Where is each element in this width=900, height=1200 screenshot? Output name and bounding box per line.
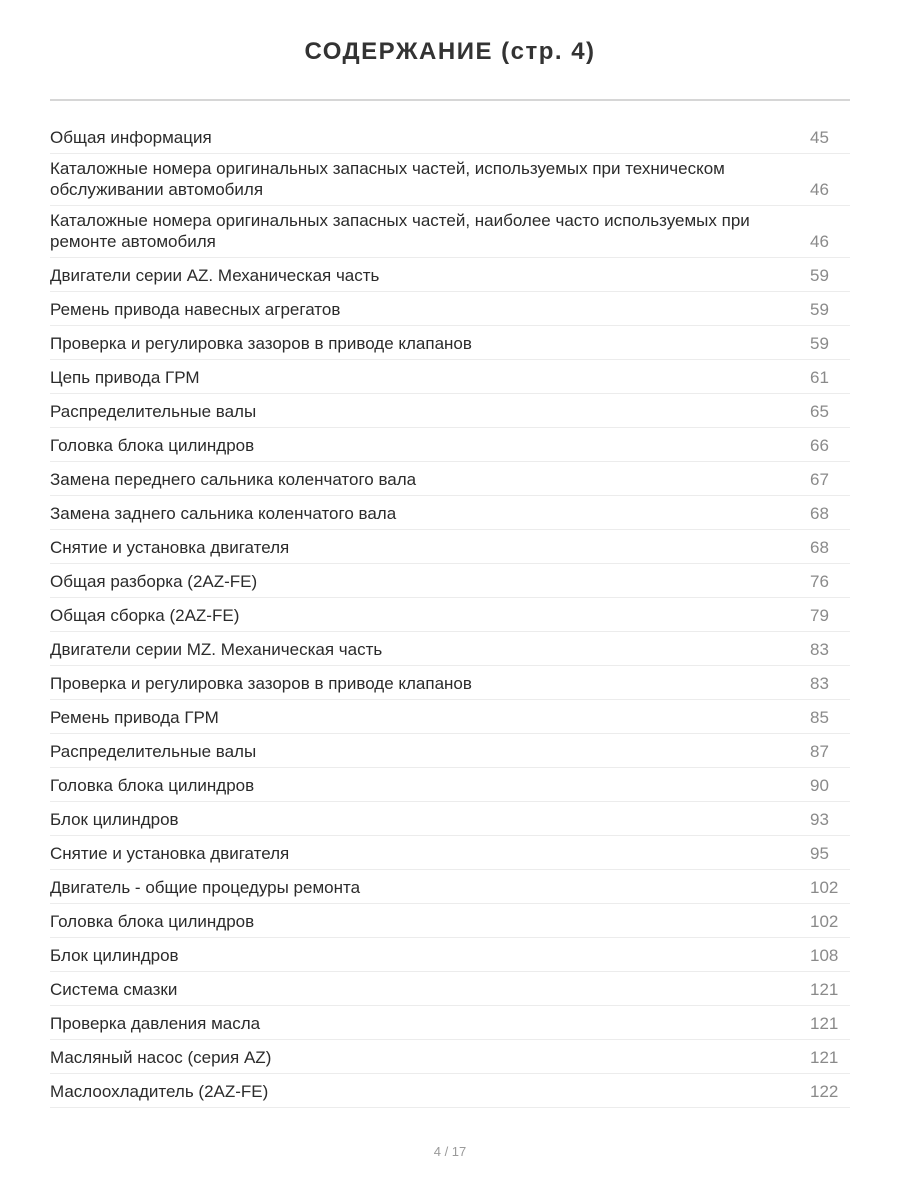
toc-entry-page-number: 45 [810,128,829,147]
toc-entry-title: Маслоохладитель (2AZ-FE) [50,1082,269,1101]
toc-entry-page-number: 121 [810,1048,839,1067]
page-title: СОДЕРЖАНИЕ (стр. 4) [304,38,596,65]
title-divider [50,99,850,101]
toc-entry-page-number: 46 [810,232,829,251]
toc-entry[interactable] [50,938,850,972]
toc-entry-page-number: 66 [810,436,829,455]
toc-entry[interactable] [50,598,850,632]
toc-entry-title: Головка блока цилиндров [50,436,255,455]
toc-entry-title: Ремень привода ГРМ [50,708,219,727]
toc-entry[interactable] [50,462,850,496]
toc-entry-page-number: 67 [810,470,829,489]
toc-entry[interactable] [50,154,850,206]
toc-entry-page-number: 121 [810,980,839,999]
toc-entry-page-number: 83 [810,640,829,659]
toc-entry-page-number: 76 [810,572,829,591]
toc-entry[interactable] [50,360,850,394]
toc-entry[interactable] [50,734,850,768]
toc-entry-page-number: 59 [810,266,829,285]
toc-entry-page-number: 85 [810,708,829,727]
toc-entry-title: Распределительные валы [50,742,257,761]
toc-entry-page-number: 59 [810,300,829,319]
toc-entry[interactable] [50,904,850,938]
toc-entry-title: Двигатели серии AZ. Механическая часть [50,266,380,285]
toc-entry-page-number: 93 [810,810,829,829]
table-of-contents [50,120,850,1108]
toc-entry-page-number: 59 [810,334,829,353]
toc-entry-title: Общая информация [50,128,212,147]
toc-entry-title: Распределительные валы [50,402,257,421]
toc-entry-page-number: 68 [810,538,829,557]
toc-entry[interactable] [50,394,850,428]
toc-entry[interactable] [50,802,850,836]
toc-entry-title: Проверка и регулировка зазоров в приводе клапанов [50,674,472,693]
toc-entry-title: Снятие и установка двигателя [50,844,290,863]
toc-entry-title: Проверка давления масла [50,1014,261,1033]
toc-entry-title: Система смазки [50,980,178,999]
toc-entry[interactable] [50,206,850,258]
toc-entry-page-number: 65 [810,402,829,421]
toc-entry-title: Каталожные номера оригинальных запасных частей, используемых при техническом обслуживании автомобиля [50,159,725,199]
toc-entry[interactable] [50,972,850,1006]
toc-entry[interactable] [50,258,850,292]
toc-entry[interactable] [50,292,850,326]
toc-entry[interactable] [50,768,850,802]
toc-entry-title: Головка блока цилиндров [50,776,255,795]
toc-entry[interactable] [50,836,850,870]
toc-entry-page-number: 102 [810,878,839,897]
toc-entry-page-number: 46 [810,180,829,199]
toc-entry-title: Замена заднего сальника коленчатого вала [50,504,397,523]
toc-entry-page-number: 122 [810,1082,839,1101]
toc-entry-title: Блок цилиндров [50,810,179,829]
toc-entry-title: Общая сборка (2AZ-FE) [50,606,240,625]
toc-entry-title: Блок цилиндров [50,946,179,965]
toc-entry-page-number: 87 [810,742,829,761]
toc-entry[interactable] [50,870,850,904]
toc-entry[interactable] [50,632,850,666]
toc-entry[interactable] [50,564,850,598]
toc-entry[interactable] [50,530,850,564]
toc-entry-page-number: 121 [810,1014,839,1033]
toc-entry-title: Двигатели серии MZ. Механическая часть [50,640,383,659]
toc-entry-page-number: 90 [810,776,829,795]
toc-entry-title: Каталожные номера оригинальных запасных частей, наиболее часто используемых при ремонте автомобиля [50,211,750,251]
toc-entry[interactable] [50,1074,850,1108]
toc-entry-title: Ремень привода навесных агрегатов [50,300,341,319]
toc-entry-page-number: 68 [810,504,829,523]
toc-entry[interactable] [50,666,850,700]
toc-entry-page-number: 83 [810,674,829,693]
toc-entry-title: Снятие и установка двигателя [50,538,290,557]
toc-entry[interactable] [50,1040,850,1074]
toc-entry[interactable] [50,1006,850,1040]
toc-entry-page-number: 79 [810,606,829,625]
toc-entry-page-number: 95 [810,844,829,863]
toc-entry-page-number: 61 [810,368,829,387]
toc-entry-title: Двигатель - общие процедуры ремонта [50,878,361,897]
toc-entry[interactable] [50,120,850,154]
toc-entry-title: Общая разборка (2AZ-FE) [50,572,258,591]
page-pagination: 4 / 17 [433,1144,467,1159]
toc-entry-page-number: 102 [810,912,839,931]
toc-entry-title: Цепь привода ГРМ [50,368,200,387]
toc-entry-title: Замена переднего сальника коленчатого вала [50,470,417,489]
toc-entry-title: Проверка и регулировка зазоров в приводе клапанов [50,334,472,353]
toc-entry[interactable] [50,326,850,360]
toc-entry[interactable] [50,428,850,462]
toc-entry-page-number: 108 [810,946,839,965]
toc-entry[interactable] [50,700,850,734]
toc-entry-title: Масляный насос (серия AZ) [50,1048,272,1067]
toc-entry[interactable] [50,496,850,530]
toc-entry-title: Головка блока цилиндров [50,912,255,931]
